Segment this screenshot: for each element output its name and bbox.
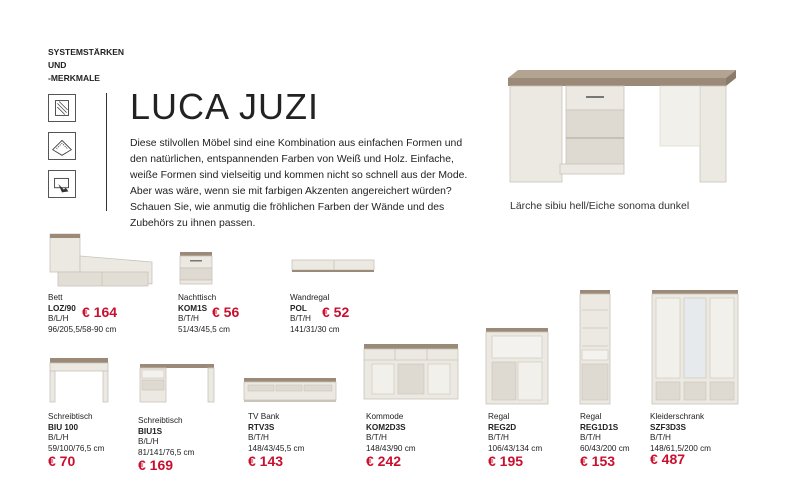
bett-image — [48, 232, 154, 292]
kommode-image — [362, 342, 460, 404]
edge-profile-icon — [48, 132, 76, 160]
hero-desk-image — [500, 66, 740, 196]
features-heading-line1: SYSTEMSTÄRKEN — [48, 47, 125, 57]
product-title: Regal — [488, 412, 510, 421]
product-dims-label: B/L/H — [138, 437, 159, 446]
features-heading-line3: -MERKMALE — [48, 73, 100, 83]
product-code: REG1D1S — [580, 422, 619, 432]
product-dims-label: B/T/H — [290, 314, 311, 323]
intro-text: Diese stilvollen Möbel sind eine Kombination aus einfachen Formen und den natürlichen, entspannenden Farben von Weiß und Holz. Einfache, weiße Formen sind vielseitig und kommen nicht so schnell aus der Mode. Aber was wäre, wenn sie mit farbigen Akzenten angereichert würden? Schauen Sie, wie anmutig die fröhlichen Farben der Wände und des Zubehörs zu ihnen passen. — [130, 138, 468, 229]
product-title: Kleiderschrank — [650, 412, 705, 421]
product-price: € 153 — [580, 453, 616, 469]
product-price: € 56 — [212, 304, 240, 320]
feature-icons — [48, 94, 78, 208]
assembly-icon — [48, 170, 76, 198]
product-kleiderschrank — [650, 412, 750, 465]
product-price: € 195 — [488, 453, 524, 469]
regal2-image — [578, 288, 612, 406]
product-tvbank — [248, 412, 348, 467]
product-dims-label: B/T/H — [580, 433, 601, 442]
product-regal1 — [488, 412, 578, 467]
product-dims-label: B/T/H — [248, 433, 269, 442]
product-title: TV Bank — [248, 412, 280, 421]
product-dims: 141/31/30 cm — [290, 324, 340, 334]
product-title: Kommode — [366, 412, 404, 421]
product-code: LOZ/90 — [48, 303, 76, 313]
product-nachttisch — [178, 293, 278, 335]
tvbank-image — [242, 376, 338, 404]
drawer-runner-icon — [48, 94, 76, 122]
product-price: € 70 — [48, 453, 76, 469]
product-dims: 81/141/76,5 cm — [138, 447, 195, 457]
product-dims: 148/61,5/200 cm — [650, 443, 711, 453]
product-schreibtisch1 — [48, 412, 128, 467]
product-dims: 51/43/45,5 cm — [178, 324, 230, 334]
product-dims: 148/43/45,5 cm — [248, 443, 305, 453]
features-heading — [48, 46, 128, 85]
product-wandregal — [290, 293, 390, 335]
product-code: RTV3S — [248, 422, 275, 432]
divider-line — [106, 93, 107, 211]
schreibtisch2-image — [138, 362, 216, 404]
product-price: € 169 — [138, 457, 174, 473]
product-dims-label: B/T/H — [650, 433, 671, 442]
nachttisch-image — [178, 250, 214, 286]
product-dims: 106/43/134 cm — [488, 443, 543, 453]
regal1-image — [484, 326, 550, 406]
product-title: Schreibtisch — [138, 416, 183, 425]
product-code: POL — [290, 303, 307, 313]
product-code: REG2D — [488, 422, 517, 432]
product-price: € 242 — [366, 453, 402, 469]
product-dims: 96/205,5/58-90 cm — [48, 324, 117, 334]
product-dims-label: B/L/H — [48, 433, 69, 442]
product-schreibtisch2 — [138, 416, 228, 471]
product-dims-label: B/T/H — [178, 314, 199, 323]
product-title: Schreibtisch — [48, 412, 93, 421]
product-title: Nachttisch — [178, 293, 217, 302]
product-dims: 59/100/76,5 cm — [48, 443, 105, 453]
product-dims-label: B/L/H — [48, 314, 69, 323]
product-code: BIU1S — [138, 426, 163, 436]
product-bett — [48, 293, 148, 335]
product-code: KOM1S — [178, 303, 208, 313]
product-kommode — [366, 412, 466, 467]
product-price: € 52 — [322, 304, 350, 320]
schreibtisch1-image — [48, 356, 110, 404]
product-price: € 164 — [82, 304, 118, 320]
product-price: € 143 — [248, 453, 284, 469]
features-heading-line2: UND — [48, 60, 67, 70]
hero-caption: Lärche sibiu hell/Eiche sonoma dunkel — [510, 200, 690, 212]
product-code: KOM2D3S — [366, 422, 406, 432]
product-title: Bett — [48, 293, 63, 302]
product-code: SZF3D3S — [650, 422, 686, 432]
wandregal-image — [290, 256, 376, 276]
product-title: Regal — [580, 412, 602, 421]
product-dims: 148/43/90 cm — [366, 443, 416, 453]
product-dims-label: B/T/H — [488, 433, 509, 442]
product-title: Wandregal — [290, 293, 330, 302]
page-title: LUCA JUZI — [130, 86, 320, 127]
product-price: € 487 — [650, 451, 686, 467]
kleiderschrank-image — [650, 288, 740, 406]
product-regal2 — [580, 412, 660, 467]
product-code: BIU 100 — [48, 422, 79, 432]
product-dims-label: B/T/H — [366, 433, 387, 442]
product-dims: 60/43/200 cm — [580, 443, 630, 453]
